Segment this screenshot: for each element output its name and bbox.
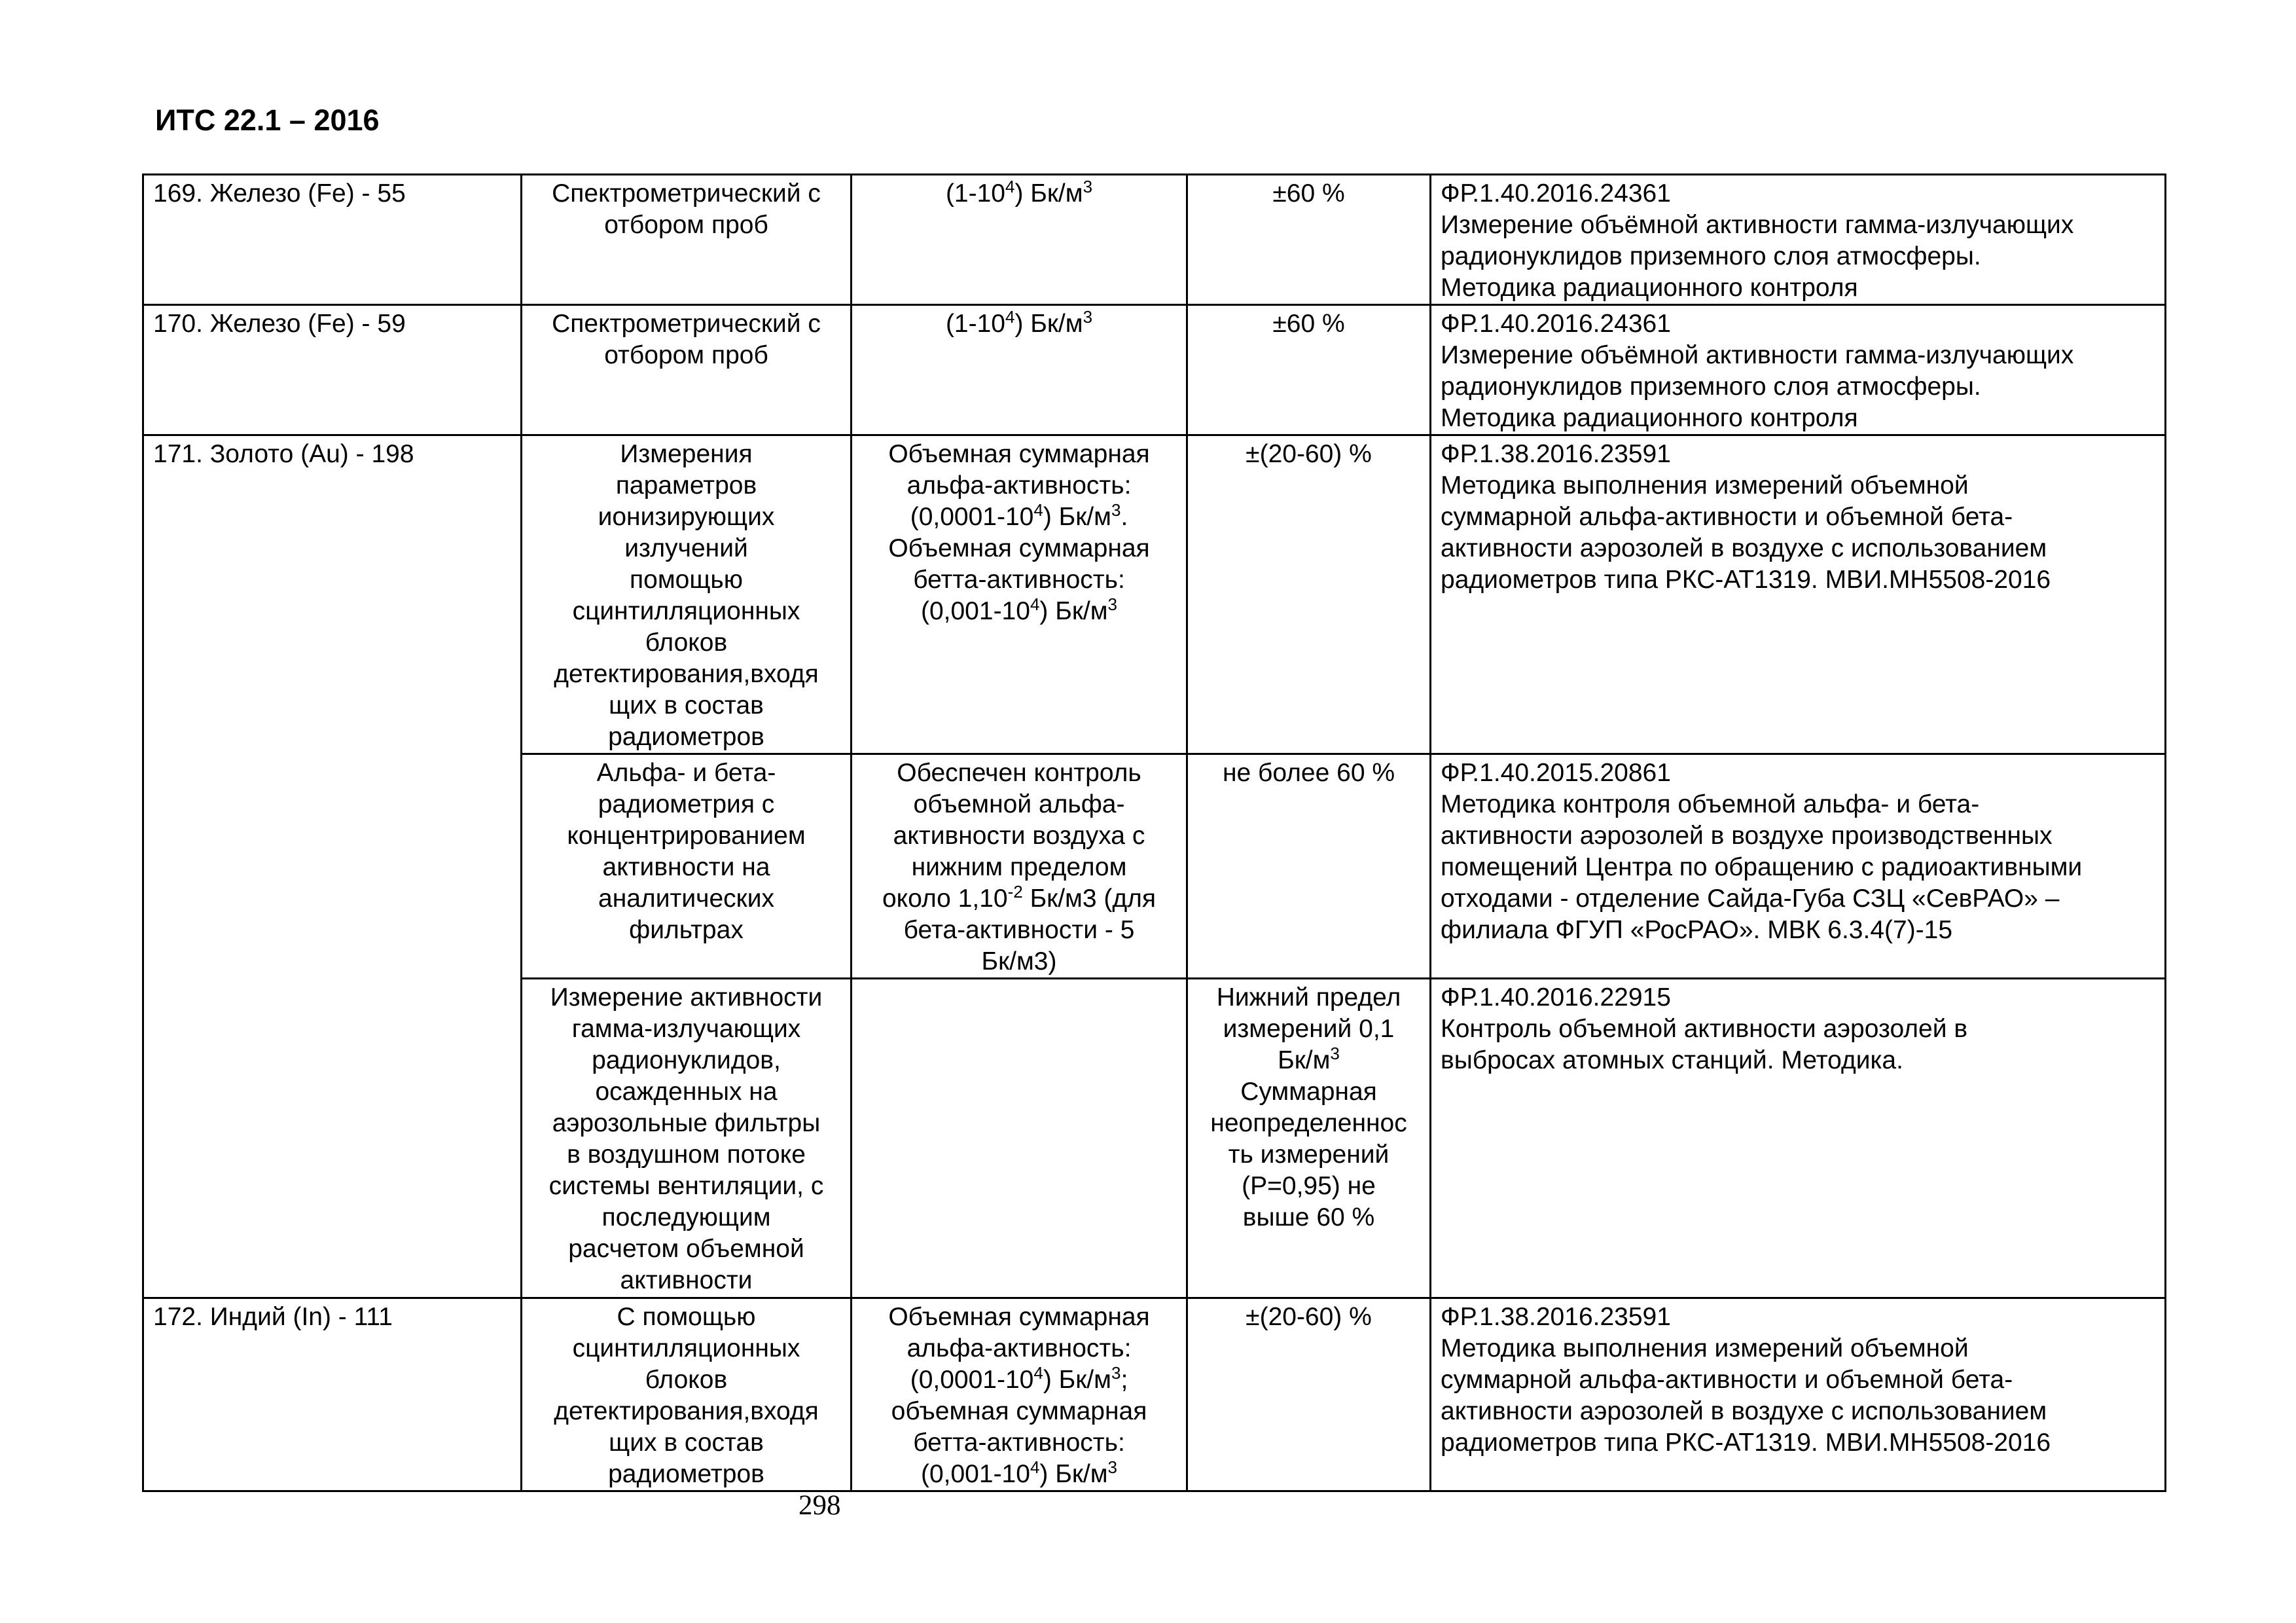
cell-line — [861, 178, 1177, 210]
cell-text: 170. Железо (Fe) - 59 — [153, 310, 406, 338]
cell-text: ФР.1.40.2016.24361 — [1441, 310, 1671, 338]
cell-text: Измерение объёмной активности гамма-излучающих — [1441, 211, 2074, 239]
superscript: 4 — [1033, 500, 1043, 520]
superscript: 4 — [1033, 1363, 1043, 1383]
cell-text: (0,0001-10 — [910, 503, 1034, 531]
cell-line — [861, 501, 1177, 533]
cell-text: (0,001-10 — [920, 597, 1030, 625]
superscript: 3 — [1111, 500, 1121, 520]
cell-text: ) Бк/м — [1039, 597, 1108, 625]
table-row — [143, 435, 2166, 754]
cell-text: альфа-активность: — [906, 471, 1132, 500]
document-cell — [1431, 1298, 2166, 1491]
cell-text: ) Бк/м — [1014, 310, 1083, 338]
cell-text: С помощью — [617, 1303, 756, 1331]
superscript: 3 — [1083, 177, 1093, 196]
range-cell — [852, 754, 1187, 979]
method-cell — [522, 305, 852, 435]
superscript: 3 — [1083, 307, 1093, 327]
cell-line — [531, 982, 841, 1013]
cell-text: (Р=0,95) не — [1242, 1172, 1376, 1200]
cell-text: Бк/м3) — [981, 947, 1057, 976]
cell-line — [531, 1139, 841, 1171]
cell-line — [1197, 1202, 1420, 1233]
cell-line — [531, 1396, 841, 1427]
cell-line — [1441, 1427, 2155, 1459]
cell-text: ть измерений — [1228, 1140, 1390, 1169]
cell-text: Контроль объемной активности аэрозолей в — [1441, 1015, 1968, 1043]
cell-text: радиометров типа РКС-АТ1319. МВИ.МН5508-2016 — [1441, 566, 2051, 594]
cell-text: (0,0001-10 — [910, 1366, 1034, 1394]
cell-text: активности на — [602, 853, 770, 881]
cell-line — [1441, 533, 2155, 564]
superscript: 4 — [1030, 594, 1040, 614]
cell-line — [531, 820, 841, 852]
cell-line — [531, 1202, 841, 1233]
cell-text: Спектрометрический с — [552, 179, 821, 208]
cell-text: ФР.1.38.2016.23591 — [1441, 440, 1671, 468]
cell-line — [531, 470, 841, 501]
cell-text: активности аэрозолей в воздухе производственных — [1441, 822, 2053, 850]
cell-line — [531, 210, 841, 241]
range-cell — [852, 979, 1187, 1298]
document-cell — [1431, 979, 2166, 1298]
cell-text: . — [1121, 503, 1128, 531]
cell-line — [861, 1427, 1177, 1459]
superscript: 4 — [1005, 177, 1015, 196]
cell-text: в воздушном потоке — [567, 1140, 806, 1169]
cell-text: активности — [620, 1266, 753, 1294]
cell-text: Методика выполнения измерений объемной — [1441, 471, 1969, 500]
cell-text: помощью — [630, 566, 743, 594]
cell-line — [1441, 757, 2155, 789]
cell-line — [861, 1333, 1177, 1364]
cell-text: аналитических — [598, 884, 774, 913]
cell-line — [1197, 1139, 1420, 1171]
cell-line — [1441, 470, 2155, 501]
table-row — [143, 175, 2166, 305]
cell-text: отбором проб — [604, 341, 768, 369]
cell-text: ±(20-60) % — [1246, 440, 1372, 468]
cell-text: излучений — [624, 534, 748, 562]
cell-line — [1441, 272, 2155, 304]
cell-line — [1441, 501, 2155, 533]
cell-line — [1441, 820, 2155, 852]
document-cell — [1431, 754, 2166, 979]
cell-line — [1197, 757, 1420, 789]
accuracy-cell — [1187, 1298, 1431, 1491]
cell-line — [1441, 564, 2155, 596]
cell-text: детектирования,входя — [554, 660, 819, 688]
table-body — [143, 175, 2166, 1491]
cell-line — [1197, 178, 1420, 210]
cell-line — [861, 596, 1177, 627]
cell-text: ±60 % — [1272, 310, 1345, 338]
cell-text: фильтрах — [629, 916, 744, 944]
cell-text: филиала ФГУП «РосРАО». МВК 6.3.4(7)-15 — [1441, 916, 1953, 944]
cell-line — [531, 1427, 841, 1459]
cell-line — [1441, 1333, 2155, 1364]
cell-text: ФР.1.40.2015.20861 — [1441, 759, 1671, 787]
cell-text: Суммарная — [1240, 1078, 1377, 1106]
cell-line — [1441, 852, 2155, 883]
cell-text: Методика радиационного контроля — [1441, 274, 1858, 302]
superscript: 4 — [1030, 1457, 1040, 1477]
cell-line — [531, 1076, 841, 1108]
cell-text: суммарной альфа-активности и объемной бета- — [1441, 503, 2013, 531]
cell-text: Спектрометрический с — [552, 310, 821, 338]
cell-line — [861, 915, 1177, 946]
cell-text: щих в состав — [609, 691, 764, 720]
cell-text: ) Бк/м — [1043, 1366, 1111, 1394]
cell-text: активности аэрозолей в воздухе с использованием — [1441, 534, 2047, 562]
cell-text: ) Бк/м — [1039, 1460, 1108, 1488]
cell-text: неопределеннос — [1210, 1109, 1407, 1137]
cell-text: бетта-активность: — [913, 1429, 1125, 1457]
cell-text: (0,001-10 — [920, 1460, 1030, 1488]
cell-text: Объемная суммарная — [888, 534, 1150, 562]
cell-text: Измерения — [620, 440, 753, 468]
cell-text: нижним пределом — [911, 853, 1127, 881]
cell-line — [861, 533, 1177, 564]
cell-text: блоков — [645, 1366, 728, 1394]
cell-text: ) Бк/м — [1043, 503, 1111, 531]
cell-text: альфа-активность: — [906, 1334, 1132, 1362]
cell-text: сцинтилляционных — [572, 1334, 800, 1362]
method-cell — [522, 979, 852, 1298]
cell-text: Методика радиационного контроля — [1441, 404, 1858, 432]
cell-text: ФР.1.40.2016.22915 — [1441, 983, 1671, 1012]
nuclide-cell — [143, 305, 522, 435]
cell-text: расчетом объемной — [568, 1235, 804, 1263]
cell-line — [531, 596, 841, 627]
superscript: 3 — [1107, 594, 1118, 614]
cell-line — [1441, 210, 2155, 241]
cell-text: бетта-активность: — [913, 566, 1125, 594]
cell-line — [531, 1233, 841, 1265]
cell-text: выше 60 % — [1242, 1203, 1375, 1231]
cell-text: Объемная суммарная — [888, 1303, 1150, 1331]
table-row — [143, 1298, 2166, 1491]
cell-text: параметров — [615, 471, 757, 500]
cell-line — [861, 820, 1177, 852]
cell-line — [1441, 1396, 2155, 1427]
cell-line — [1441, 789, 2155, 820]
cell-text: последующим — [601, 1203, 771, 1231]
cell-text: Измерение объёмной активности гамма-излучающих — [1441, 341, 2074, 369]
cell-text: ±60 % — [1272, 179, 1345, 208]
cell-line — [1441, 1364, 2155, 1396]
cell-line — [531, 1459, 841, 1490]
cell-line — [1441, 371, 2155, 403]
cell-line — [531, 340, 841, 371]
cell-text: 169. Железо (Fe) - 55 — [153, 179, 406, 208]
cell-line — [1441, 178, 2155, 210]
cell-line — [531, 1333, 841, 1364]
cell-line — [1197, 308, 1420, 340]
cell-line — [531, 178, 841, 210]
cell-text: радионуклидов, — [592, 1046, 781, 1074]
range-cell — [852, 305, 1187, 435]
method-cell — [522, 435, 852, 754]
table-row — [143, 305, 2166, 435]
cell-line — [861, 789, 1177, 820]
accuracy-cell — [1187, 305, 1431, 435]
cell-text: (1-10 — [945, 179, 1005, 208]
cell-text: Альфа- и бета- — [596, 759, 776, 787]
cell-line — [531, 1108, 841, 1139]
range-cell — [852, 435, 1187, 754]
cell-text: осажденных на — [595, 1078, 778, 1106]
method-cell — [522, 175, 852, 305]
cell-line — [531, 1265, 841, 1296]
method-cell — [522, 1298, 852, 1491]
cell-line — [861, 439, 1177, 470]
document-cell — [1431, 305, 2166, 435]
cell-line — [531, 627, 841, 659]
cell-text: бета-активности - 5 — [903, 916, 1135, 944]
cell-line — [531, 501, 841, 533]
cell-line — [1441, 340, 2155, 371]
cell-text: радиометров типа РКС-АТ1319. МВИ.МН5508-2016 — [1441, 1429, 2051, 1457]
cell-text: радиометров — [608, 1460, 764, 1488]
cell-line — [531, 915, 841, 946]
cell-text: около 1,10 — [882, 884, 1008, 913]
cell-line — [1441, 883, 2155, 915]
cell-text: концентрированием — [567, 822, 806, 850]
cell-text: активности воздуха с — [893, 822, 1145, 850]
cell-text: 172. Индий (In) - 111 — [153, 1303, 393, 1331]
cell-line — [531, 1364, 841, 1396]
accuracy-cell — [1187, 754, 1431, 979]
cell-line — [153, 178, 511, 210]
cell-line — [1441, 1045, 2155, 1076]
cell-line — [1197, 1076, 1420, 1108]
cell-text: системы вентиляции, с — [548, 1172, 824, 1200]
cell-line — [531, 1171, 841, 1202]
cell-line — [1441, 982, 2155, 1013]
cell-text: объемная суммарная — [891, 1397, 1147, 1425]
cell-line — [531, 852, 841, 883]
document-cell — [1431, 175, 2166, 305]
cell-line — [861, 757, 1177, 789]
cell-text: Бк/м — [1278, 1046, 1331, 1074]
cell-text: гамма-излучающих — [571, 1015, 801, 1043]
nuclide-cell — [143, 175, 522, 305]
cell-line — [531, 1045, 841, 1076]
cell-text: радиометров — [608, 723, 764, 751]
range-cell — [852, 175, 1187, 305]
document-header: ИТС 22.1 – 2016 — [155, 103, 380, 137]
cell-line — [531, 564, 841, 596]
cell-text: радионуклидов приземного слоя атмосферы. — [1441, 373, 1981, 401]
cell-line — [531, 721, 841, 753]
cell-text: 171. Золото (Au) - 198 — [153, 440, 414, 468]
cell-text: блоков — [645, 629, 728, 657]
cell-line — [861, 470, 1177, 501]
cell-text: Методика контроля объемной альфа- и бета- — [1441, 790, 1980, 818]
cell-line — [1197, 1302, 1420, 1333]
nuclide-cell — [143, 435, 522, 1298]
cell-line — [1441, 1013, 2155, 1045]
cell-line — [531, 757, 841, 789]
cell-line — [861, 883, 1177, 915]
cell-text: активности аэрозолей в воздухе с использованием — [1441, 1397, 2047, 1425]
cell-text: ; — [1121, 1366, 1128, 1394]
cell-line — [531, 659, 841, 690]
cell-line — [1197, 1045, 1420, 1076]
superscript: 3 — [1111, 1363, 1121, 1383]
cell-text: ) Бк/м — [1014, 179, 1083, 208]
cell-line — [531, 1302, 841, 1333]
method-cell — [522, 754, 852, 979]
cell-text: Нижний предел — [1216, 983, 1401, 1012]
cell-line — [1197, 1171, 1420, 1202]
superscript: 3 — [1107, 1457, 1118, 1477]
cell-text: ±(20-60) % — [1246, 1303, 1372, 1331]
cell-line — [1441, 915, 2155, 946]
cell-line — [531, 883, 841, 915]
cell-text: помещений Центра по обращению с радиоактивными — [1441, 853, 2083, 881]
cell-line — [861, 564, 1177, 596]
cell-text: Измерение активности — [550, 983, 823, 1012]
cell-line — [531, 1013, 841, 1045]
cell-text: отбором проб — [604, 211, 768, 239]
cell-text: отходами - отделение Сайда-Губа СЗЦ «СевРАО» – — [1441, 884, 2060, 913]
cell-text: суммарной альфа-активности и объемной бета- — [1441, 1366, 2013, 1394]
cell-line — [1441, 1302, 2155, 1333]
cell-line — [861, 946, 1177, 977]
cell-line — [1197, 1013, 1420, 1045]
superscript: 3 — [1330, 1044, 1340, 1063]
measurement-methods-table — [142, 173, 2166, 1492]
superscript-exponent: -2 — [1007, 882, 1023, 902]
cell-text: выбросах атомных станций. Методика. — [1441, 1046, 1903, 1074]
cell-line — [1197, 982, 1420, 1013]
cell-line — [1197, 439, 1420, 470]
cell-line — [531, 789, 841, 820]
accuracy-cell — [1187, 979, 1431, 1298]
cell-line — [1441, 403, 2155, 434]
cell-line — [531, 690, 841, 721]
cell-line — [531, 533, 841, 564]
page-number: 298 — [798, 1490, 841, 1521]
cell-text: радионуклидов приземного слоя атмосферы. — [1441, 242, 1981, 270]
cell-text: не более 60 % — [1222, 759, 1395, 787]
nuclide-cell — [143, 1298, 522, 1491]
superscript: 4 — [1005, 307, 1015, 327]
cell-text: радиометрия с — [598, 790, 775, 818]
cell-line — [1197, 1108, 1420, 1139]
range-cell — [852, 1298, 1187, 1491]
cell-text: объемной альфа- — [913, 790, 1125, 818]
cell-text: ФР.1.38.2016.23591 — [1441, 1303, 1671, 1331]
document-cell — [1431, 435, 2166, 754]
accuracy-cell — [1187, 175, 1431, 305]
cell-text: детектирования,входя — [554, 1397, 819, 1425]
cell-line — [861, 1302, 1177, 1333]
cell-text: сцинтилляционных — [572, 597, 800, 625]
cell-text: Объемная суммарная — [888, 440, 1150, 468]
cell-line — [861, 852, 1177, 883]
cell-text: Методика выполнения измерений объемной — [1441, 1334, 1969, 1362]
cell-line — [1441, 439, 2155, 470]
cell-text: Бк/м3 (для — [1022, 884, 1157, 913]
cell-line — [861, 1396, 1177, 1427]
cell-text: (1-10 — [945, 310, 1005, 338]
cell-line — [1441, 241, 2155, 272]
cell-text: щих в состав — [609, 1429, 764, 1457]
cell-line — [153, 439, 511, 470]
cell-line — [153, 1302, 511, 1333]
cell-text: Обеспечен контроль — [897, 759, 1141, 787]
cell-text: ионизирующих — [598, 503, 775, 531]
cell-line — [861, 308, 1177, 340]
cell-line — [861, 1364, 1177, 1396]
cell-line — [1441, 308, 2155, 340]
cell-text: аэрозольные фильтры — [552, 1109, 821, 1137]
accuracy-cell — [1187, 435, 1431, 754]
cell-line — [153, 308, 511, 340]
cell-text: измерений 0,1 — [1223, 1015, 1395, 1043]
cell-text: ФР.1.40.2016.24361 — [1441, 179, 1671, 208]
cell-line — [861, 1459, 1177, 1490]
cell-line — [531, 308, 841, 340]
cell-line — [531, 439, 841, 470]
